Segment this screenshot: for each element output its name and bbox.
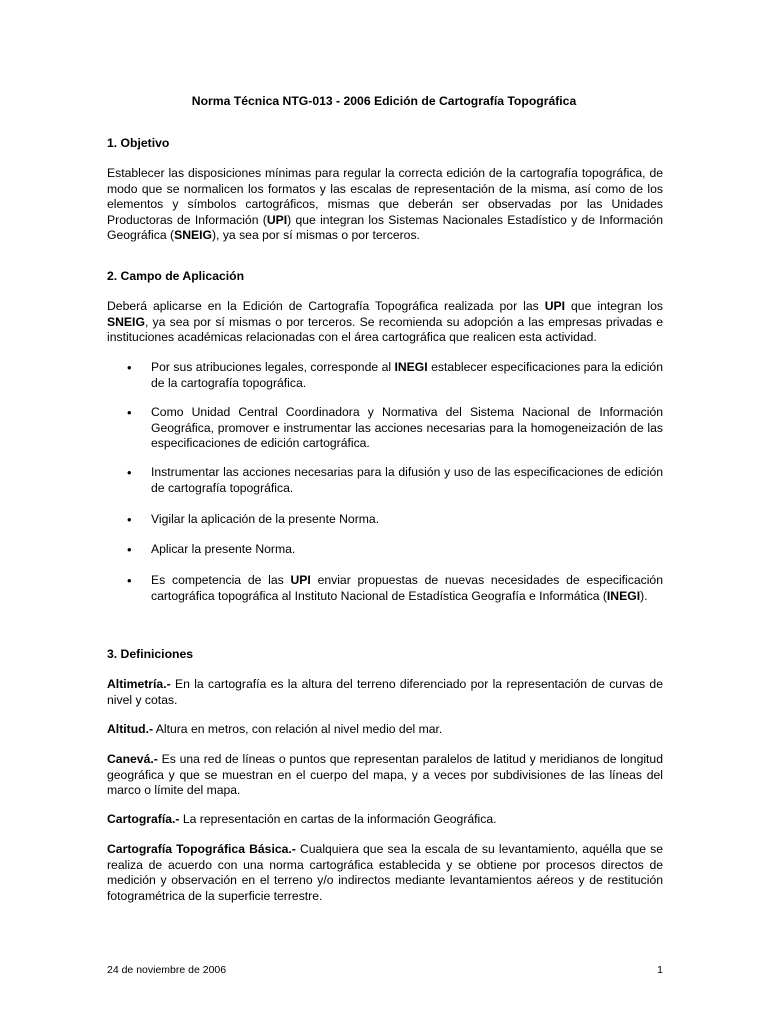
bullet-marker: • <box>127 512 132 527</box>
definition-item: Cartografía.- La representación en cartas de la información Geográfica. <box>107 812 497 826</box>
list-item: Vigilar la aplicación de la presente Norma. <box>151 512 380 526</box>
footer-date: 24 de noviembre de 2006 <box>107 964 227 976</box>
bullet-marker: • <box>127 465 132 480</box>
campo-paragraph: Deberá aplicarse en la Edición de Cartografía Topográfica realizada por las UPI que integran los SNEIG, ya sea por sí mismas o por terceros. Se recomienda su adopción a las empresas privadas e instituciones académicas relacionadas con el área cartográfica que realicen esta actividad. <box>107 299 663 344</box>
definition-item: Altitud.- Altura en metros, con relación al nivel medio del mar. <box>107 722 443 736</box>
section-heading-definiciones: 3. Definiciones <box>107 647 194 661</box>
section-heading-campo: 2. Campo de Aplicación <box>107 269 245 283</box>
bullet-marker: • <box>127 542 132 557</box>
bullet-marker: • <box>127 573 132 588</box>
list-item: Aplicar la presente Norma. <box>151 542 296 556</box>
objetivo-paragraph: Establecer las disposiciones mínimas para regular la correcta edición de la cartografía topográfica, de modo que se normalicen los formatos y las escalas de representación de la misma, así como de los elementos y símbolos cartográficos, mismas que deberán ser observadas por las Unidades Productoras de Información (UPI) que integran los Sistemas Nacionales Estadístico y de Información Geográfica (SNEIG), ya sea por sí mismas o por terceros. <box>107 166 663 242</box>
list-item: Instrumentar las acciones necesarias para la difusión y uso de las especificaciones de edición de cartografía topográfica. <box>151 465 663 495</box>
definition-item: Canevá.- Es una red de líneas o puntos que representan paralelos de latitud y meridianos de longitud geográfica y que se muestran en el cuerpo del mapa, y a veces por subdivisiones de las líneas del marco o límite del mapa. <box>107 752 663 797</box>
definition-item: Altimetría.- En la cartografía es la altura del terreno diferenciado por la representación de curvas de nivel y cotas. <box>107 677 663 707</box>
list-item: Es competencia de las UPI enviar propuestas de nuevas necesidades de especificación cartográfica topográfica al Instituto Nacional de Estadística Geografía e Informática (INEGI). <box>151 573 663 603</box>
bullet-marker: • <box>127 360 132 375</box>
list-item: Como Unidad Central Coordinadora y Normativa del Sistema Nacional de Información Geográfica, promover e instrumentar las acciones necesarias para la homogeneización de las especificaciones de edición cartográfica. <box>151 405 663 450</box>
bullet-marker: • <box>127 405 132 420</box>
definition-item: Cartografía Topográfica Básica.- Cualquiera que sea la escala de su levantamiento, aquélla que se realiza de acuerdo con una norma cartográfica establecida y se obtiene por procesos directos de medición y observación en el terreno y/o indirectos mediante levantamientos aéreos y de restitución fotogramétrica de la superficie terrestre. <box>107 842 663 903</box>
document-title: Norma Técnica NTG-013 - 2006 Edición de Cartografía Topográfica <box>191 94 577 108</box>
section-heading-objetivo: 1. Objetivo <box>107 136 170 150</box>
page-number: 1 <box>657 964 663 976</box>
list-item: Por sus atribuciones legales, corresponde al INEGI establecer especificaciones para la edición de la cartografía topográfica. <box>151 360 663 390</box>
